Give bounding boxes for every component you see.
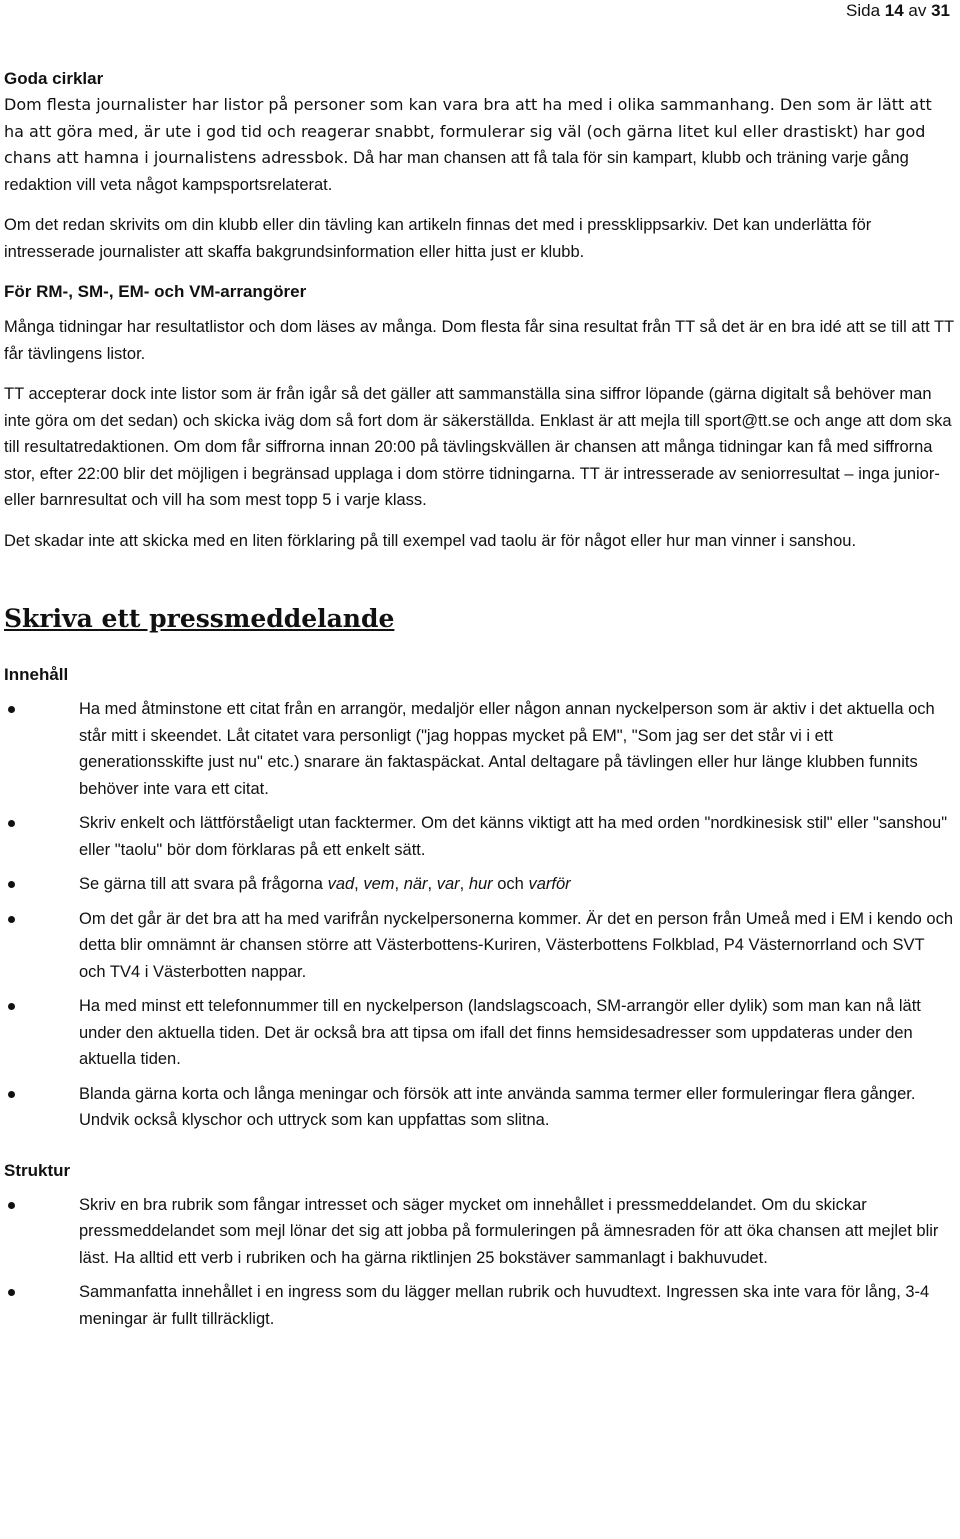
list-item-text: Om det går är det bra att ha med varifrån nyckelpersonerna kommer. Är det en person från Umeå med i EM i kendo och detta blir omnämnt är chansen större att Västerbottens-Kuriren, Västerbottens Folkblad, P4 Västernorrland och SVT och TV4 i Västerbotten nappar. (79, 909, 954, 981)
emph-word: vad (327, 875, 355, 893)
heading-struktur: Struktur (4, 1160, 71, 1180)
bullet-icon (8, 1202, 15, 1209)
list-item (4, 696, 954, 802)
paragraph-goda-2: Om det redan skrivits om din klubb eller din tävling kan artikeln finnas det med i pressklippsarkiv. Det kan underlätta för intresserade journalister att skaffa bakgrundsinformation eller hitta just er klubb. (4, 216, 872, 261)
list-item (4, 810, 954, 863)
emph-word: hur (468, 875, 493, 893)
page-prefix: Sida (846, 1, 885, 20)
list-item-text: Skriv enkelt och lättförståeligt utan facktermer. Om det känns viktigt att ha med orden "nordkinesisk stil" eller "sanshou" eller "taolu" bör dom förklaras på ett enkelt sätt. (79, 814, 948, 859)
paragraph-rm-3: Det skadar inte att skicka med en liten förklaring på till exempel vad taolu är för något eller hur man vinner i sanshou. (4, 531, 857, 550)
paragraph-goda-1 (4, 92, 954, 198)
list-item-text: Se gärna till att svara på frågorna (79, 875, 328, 893)
list-item-text: Ha med åtminstone ett citat från en arrangör, medaljör eller någon annan nyckelperson som är aktiv i det aktuella och står mitt i skeendet. Låt citatet vara personligt ("jag hoppas mycket på EM", "Som jag ser det står vi i ett generationsskifte just nu" etc.) snarare än faktaspäckat. Antal deltagare på tävlingen eller hur länge klubben funnits behöver inte vara ett citat. (79, 700, 935, 798)
emph-word: när (403, 875, 428, 893)
separator: , (394, 875, 404, 893)
bullet-icon (8, 706, 15, 713)
innehall-list (4, 696, 954, 1134)
list-item (4, 1192, 954, 1272)
separator: , (427, 875, 437, 893)
paragraph-goda-1-part1: Dom flesta journalister har listor på personer som kan vara bra att ha med i olika sammanhang. Den som är lätt att ha att göra med, är ute i god tid och reagerar snabbt, formulerar sig väl (och gärna litet kul eller drastiskt) har god chans att hamna i journalistens adressbok. (4, 95, 932, 167)
heading-goda-cirklar: Goda cirklar (4, 69, 104, 88)
list-item (4, 1081, 954, 1134)
list-item (4, 1279, 954, 1332)
list-item-text: Ha med minst ett telefonnummer till en nyckelperson (landslagscoach, SM-arrangör eller dylik) som man kan nå lätt under den aktuella tiden. Det är också bra att tipsa om ifall det finns hemsidesadresser som uppdateras under den aktuella tiden. (79, 997, 921, 1068)
bullet-icon (8, 1091, 15, 1098)
page-total: 31 (931, 1, 950, 20)
list-item-text: Blanda gärna korta och långa meningar och försök att inte använda samma termer eller formuleringar flera gånger. Undvik också klyschor och uttryck som kan uppfattas som slitna. (79, 1084, 916, 1129)
paragraph-rm-1: Många tidningar har resultatlistor och dom läses av många. Dom flesta får sina resultat från TT så det är en bra idé att se till att TT får tävlingens listor. (4, 318, 954, 363)
document-body (4, 66, 954, 1340)
list-item (4, 993, 954, 1073)
struktur-list (4, 1192, 954, 1333)
list-item-text: Sammanfatta innehållet i en ingress som du lägger mellan rubrik och huvudtext. Ingressen ska inte vara för lång, 3-4 meningar är fullt tillräckligt. (79, 1283, 930, 1328)
page-number (846, 0, 950, 22)
page-mid: av (903, 1, 932, 20)
bullet-icon (8, 1289, 15, 1296)
emph-word: var (436, 875, 460, 893)
list-item (4, 906, 954, 986)
bullet-icon (8, 916, 15, 923)
paragraph-rm-2: TT accepterar dock inte listor som är från igår så det gäller att sammanställa sina siffror löpande (gärna digitalt så behöver man inte göra om det sedan) och skicka iväg dom så fort dom är säkerställda. Enklast är att mejla till sport@tt.se och ange att dom ska till resultatredaktionen. Om dom får siffrorna innan 20:00 på tävlingskvällen är chansen att många tidningar kan få med siffrorna stor, efter 22:00 blir det möjligen i begränsad upplaga i dom större tidningarna. TT är intresserade av seniorresultat – inga junior- eller barnresultat och vill ha som mest topp 5 i varje klass. (4, 385, 952, 509)
separator: , (459, 875, 469, 893)
separator: , (354, 875, 364, 893)
bullet-icon (8, 881, 15, 888)
main-heading-pressmeddelande: Skriva ett pressmeddelande (4, 604, 395, 633)
bullet-icon (8, 1003, 15, 1010)
emph-word: varför (528, 875, 571, 893)
heading-innehall: Innehåll (4, 665, 69, 684)
separator: och (492, 875, 529, 893)
list-item (4, 871, 954, 898)
bullet-icon (8, 820, 15, 827)
paragraph-goda-1-part2: Då har man chansen att få tala för sin kampart, klubb och träning varje gång redaktion vill veta något kampsportsrelaterat. (4, 149, 909, 194)
emph-word: vem (363, 875, 395, 893)
page-current: 14 (884, 1, 904, 20)
heading-rm-sm-em-vm: För RM-, SM-, EM- och VM-arrangörer (4, 282, 307, 301)
list-item-text: Skriv en bra rubrik som fångar intresset och säger mycket om innehållet i pressmeddelandet. Om du skickar pressmeddelandet som mejl lönar det sig att jobba på formuleringen på ämnesraden för att öka chansen att mejlet blir läst. Ha alltid ett verb i rubriken och ha gärna riktlinjen 25 bokstäver sammanlagt i bakhuvudet. (79, 1195, 939, 1267)
